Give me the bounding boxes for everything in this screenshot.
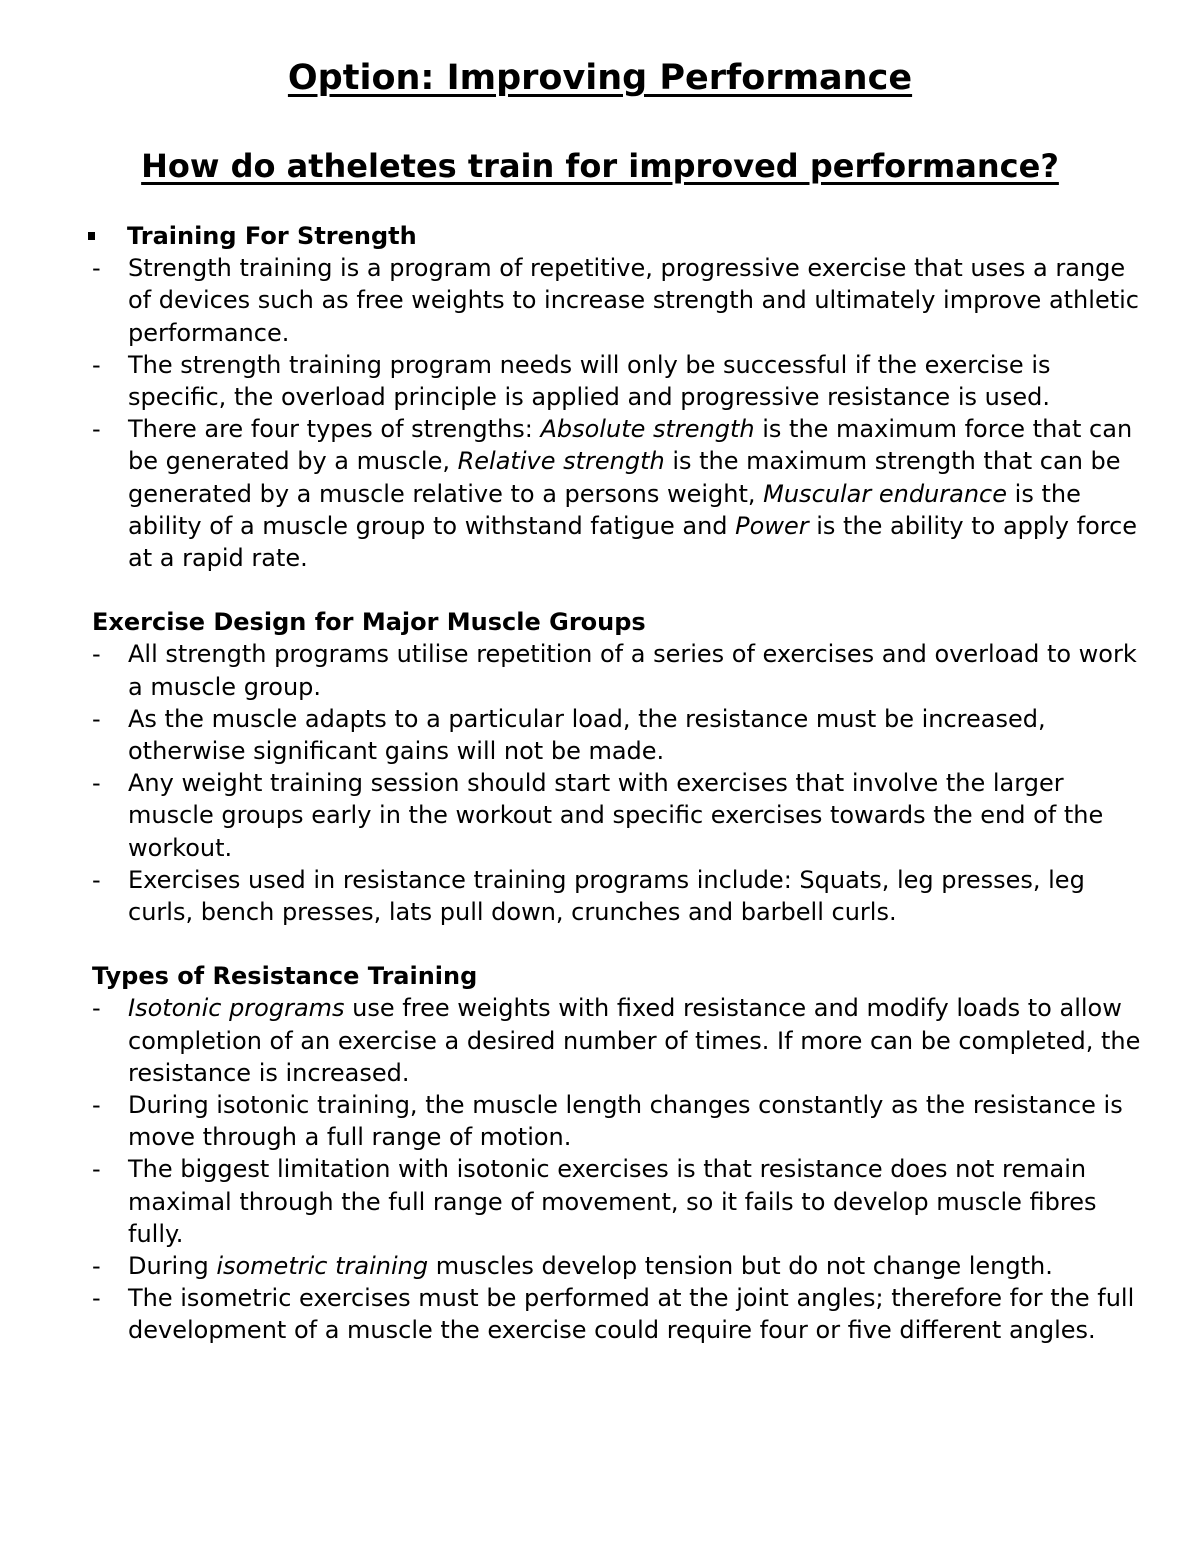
dash-bullet-icon: - [92, 640, 101, 669]
bullet-list [92, 992, 1152, 1346]
section-heading-training-for-strength [92, 220, 1152, 252]
list-item [92, 349, 1152, 413]
document-body [92, 220, 1152, 1347]
list-item-text: During [128, 1252, 217, 1281]
dash-bullet-icon: - [92, 1155, 101, 1184]
section-heading-text: Training For Strength [127, 222, 417, 250]
dash-bullet-icon: - [92, 769, 101, 798]
dash-bullet-icon: - [92, 865, 101, 894]
dash-bullet-icon: - [92, 254, 101, 283]
list-item [92, 252, 1152, 349]
bullet-list [92, 638, 1152, 928]
list-item-text: During isotonic training, the muscle length changes constantly as the resistance is move through a full range of motion. [128, 1091, 1123, 1152]
list-item-text: All strength programs utilise repetition of a series of exercises and overload to work a muscle group. [128, 640, 1137, 701]
term-absolute-strength: Absolute strength [540, 415, 755, 444]
list-item-text: As the muscle adapts to a particular load, the resistance must be increased, otherwise significant gains will not be made. [128, 704, 1046, 766]
list-item-text: use free weights with fixed resistance and modify loads to allow completion of an exercise a desired number of times. If more can be completed, the resistance is increased. [128, 994, 1141, 1087]
term-isotonic-programs: Isotonic programs [128, 994, 345, 1023]
list-item-text: Exercises used in resistance training programs include: Squats, leg presses, leg curls, bench presses, lats pull down, crunches and barbell curls. [128, 865, 1085, 927]
list-item-text: muscles develop tension but do not change length. [428, 1252, 1053, 1281]
list-item-text: Strength training is a program of repetitive, progressive exercise that uses a range of devices such as free weights to increase strength and ultimately improve athletic performance. [128, 254, 1139, 347]
list-item [92, 767, 1152, 864]
list-item-text: is the maximum force that can be generated by a muscle, [128, 415, 1133, 476]
list-item [92, 703, 1152, 767]
list-item [92, 992, 1152, 1089]
square-bullet-icon [88, 232, 95, 240]
term-relative-strength: Relative strength [457, 447, 665, 476]
list-item [92, 413, 1152, 574]
list-item-text: The strength training program needs will only be successful if the exercise is specific, the overload principle is applied and progressive resistance is used. [128, 350, 1051, 411]
dash-bullet-icon: - [92, 350, 101, 379]
list-item [92, 1282, 1152, 1346]
list-item [92, 864, 1152, 928]
list-item-text: The isometric exercises must be performed at the joint angles; therefore for the full development of a muscle the exercise could require four or five different angles. [128, 1284, 1135, 1345]
document-title: Option: Improving Performance [287, 58, 913, 98]
section-heading-exercise-design: Exercise Design for Major Muscle Groups [92, 608, 646, 637]
document-subtitle: How do atheletes train for improved performance? [141, 147, 1059, 185]
bullet-list [92, 252, 1152, 574]
list-item-text: is the maximum strength that can be generated by a muscle relative to a persons weight, [128, 447, 1121, 508]
dash-bullet-icon: - [92, 1284, 101, 1313]
list-item-text: is the ability of a muscle group to withstand fatigue and [128, 479, 1081, 540]
dash-bullet-icon: - [92, 994, 101, 1023]
list-item-text: Any weight training session should start with exercises that involve the larger muscle groups early in the workout and specific exercises towards the end of the workout. [128, 769, 1104, 862]
list-item-text: is the ability to apply force at a rapid rate. [128, 511, 1138, 573]
dash-bullet-icon: - [92, 704, 101, 733]
list-item-text: The biggest limitation with isotonic exercises is that resistance does not remain maximal through the full range of movement, so it fails to develop muscle fibres fully. [128, 1155, 1097, 1248]
list-item [92, 1153, 1152, 1250]
term-power: Power [735, 511, 809, 540]
list-item [92, 638, 1152, 702]
dash-bullet-icon: - [92, 1091, 101, 1120]
section-heading-resistance-training: Types of Resistance Training [92, 962, 478, 991]
dash-bullet-icon: - [92, 415, 101, 444]
term-muscular-endurance: Muscular endurance [763, 479, 1008, 508]
list-item [92, 1089, 1152, 1153]
list-item [92, 1250, 1152, 1282]
list-item-text: There are four types of strengths: [128, 415, 541, 444]
term-isometric-training: isometric training [216, 1252, 429, 1281]
dash-bullet-icon: - [92, 1252, 101, 1281]
